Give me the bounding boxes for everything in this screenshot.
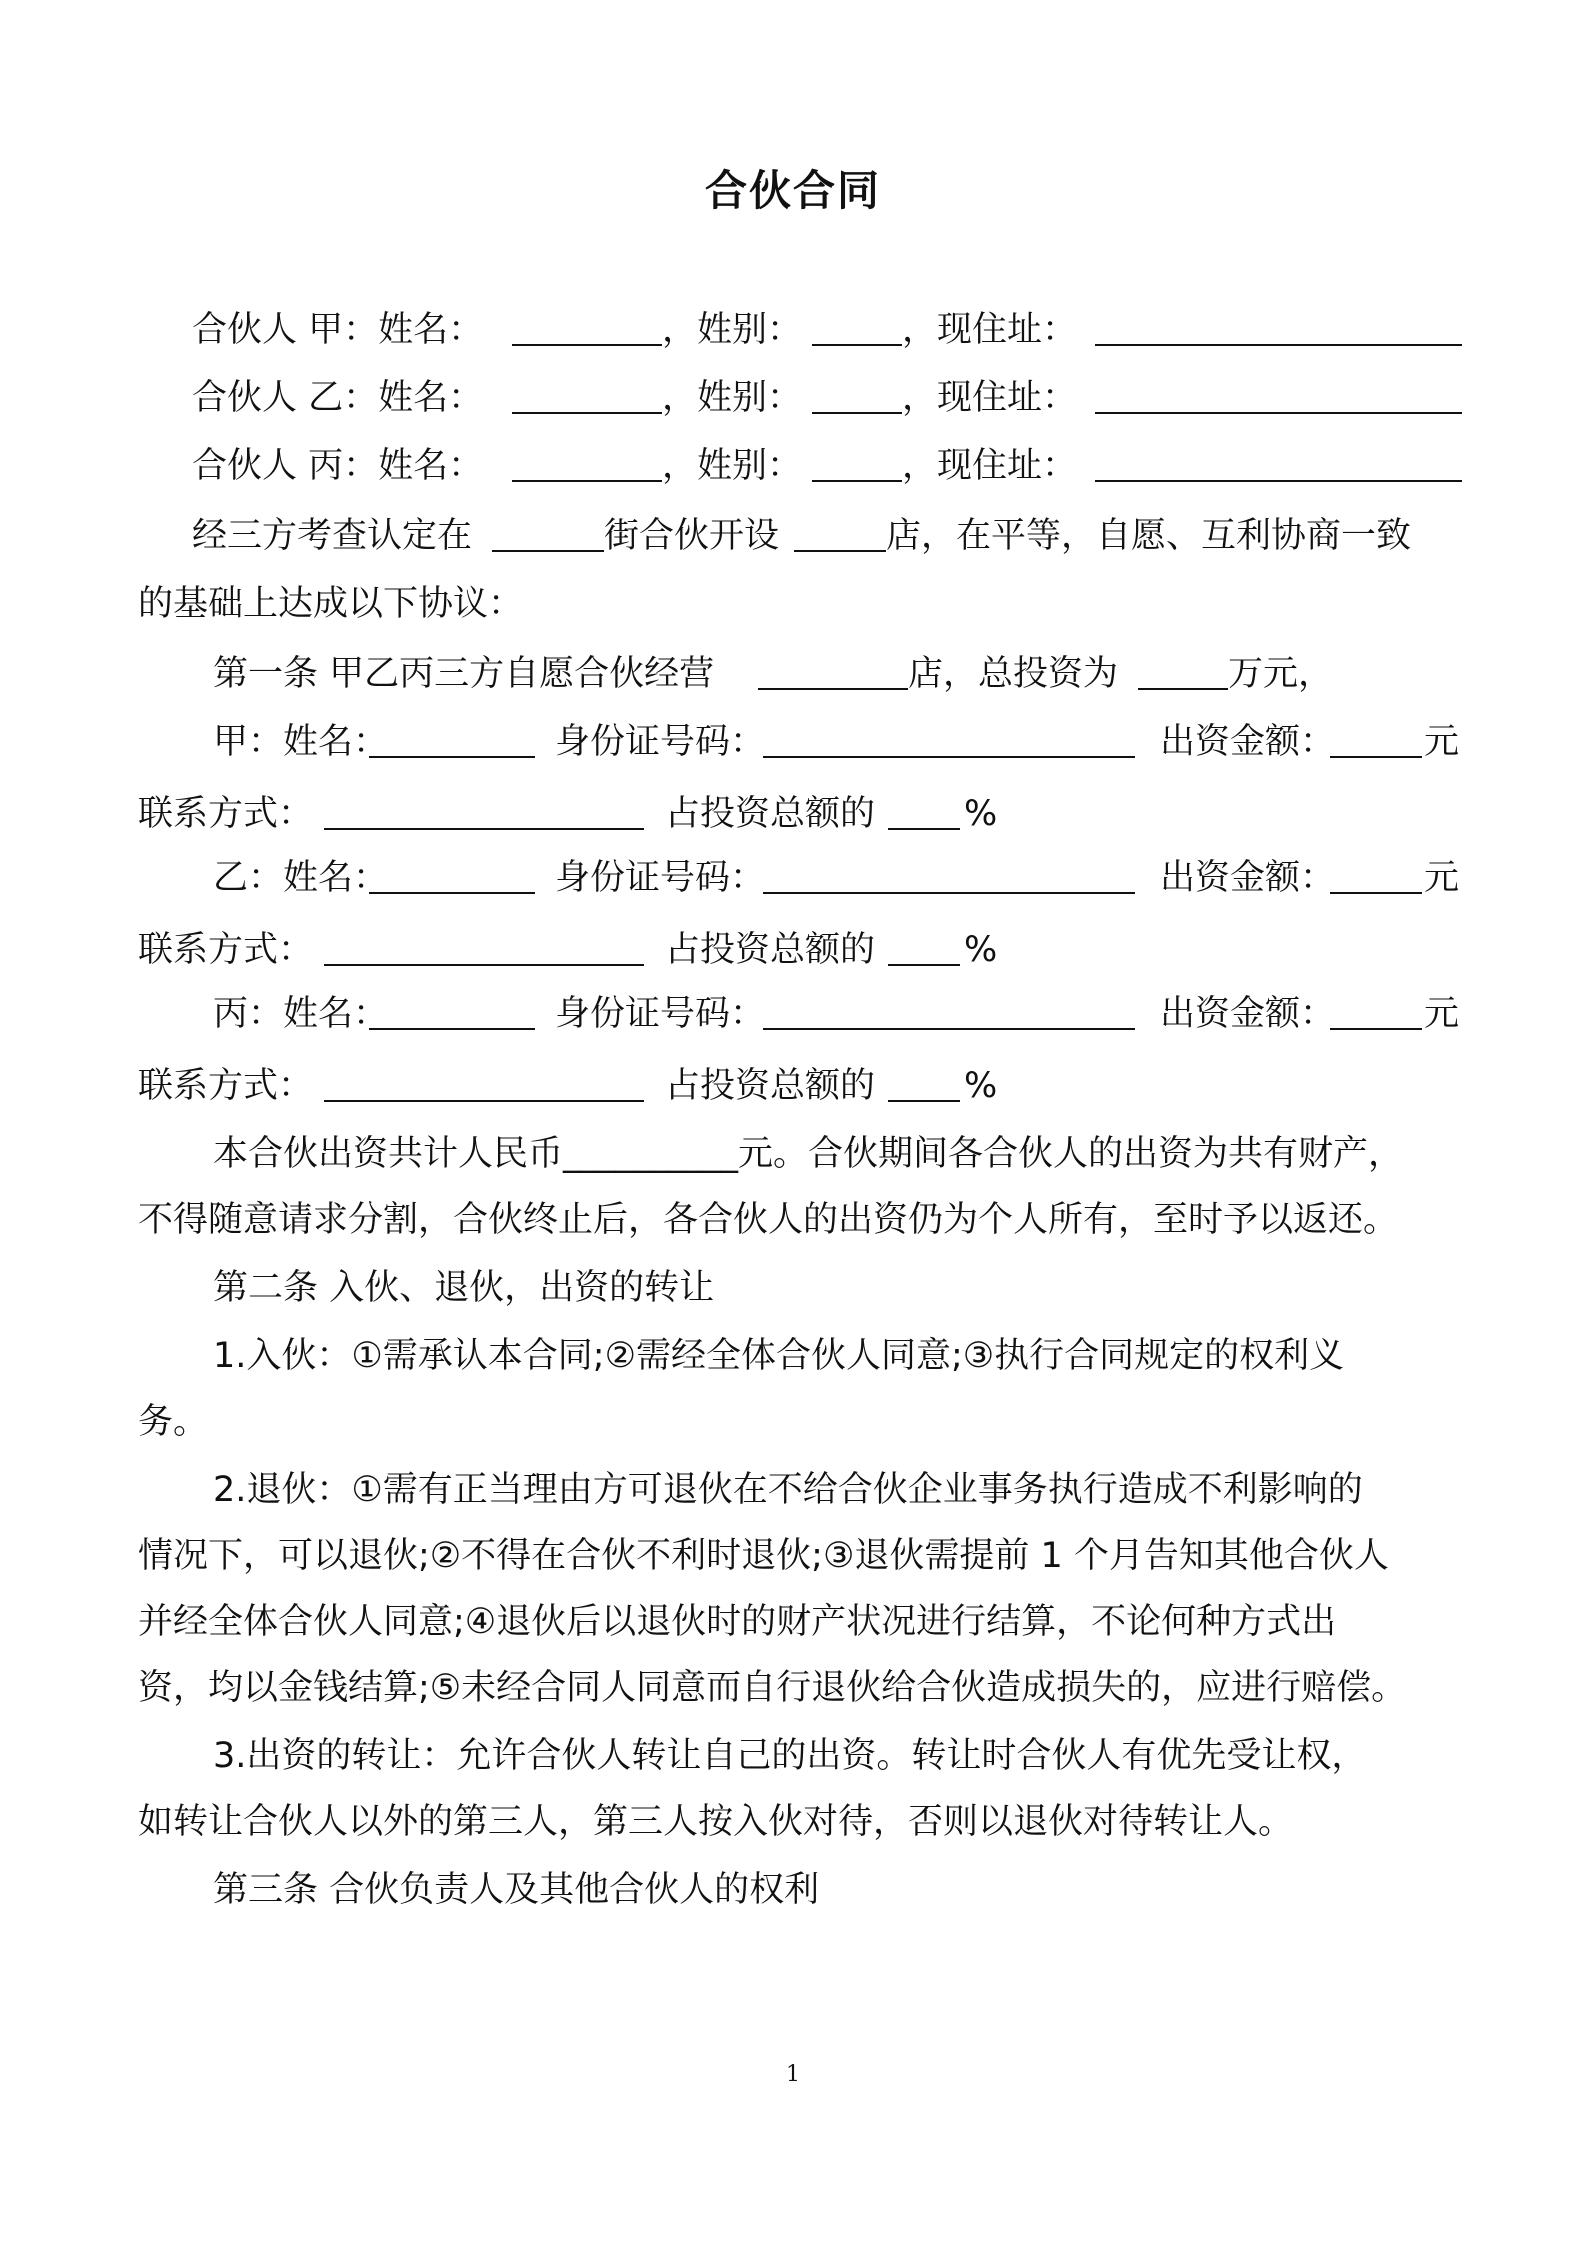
share-label: 占投资总额的: [665, 1066, 876, 1106]
intro-text-a: 经三方考查认定在: [192, 516, 473, 556]
gender-label: ，姓别：: [662, 446, 803, 486]
contact-blank: [324, 1064, 644, 1102]
article-1-text-b: 店，总投资为: [908, 654, 1119, 694]
amount-unit: 元: [1424, 994, 1460, 1034]
percent-sign: %: [964, 930, 998, 970]
address-blank: [1095, 376, 1462, 414]
id-number-label: 身份证号码：: [555, 722, 766, 762]
contact-blank: [324, 928, 644, 966]
address-blank: [1095, 308, 1462, 346]
withdraw-line-2: 情况下，可以退伙;②不得在合伙不利时退伙;③退伙需提前 1 个月告知其他合伙人: [138, 1536, 1389, 1576]
street-blank: [492, 514, 604, 552]
intro-text-c: 店，在平等，自愿、互利协商一致: [886, 516, 1412, 556]
id-number-blank: [763, 856, 1135, 894]
partner-label: 合伙人 乙：姓名：: [192, 378, 484, 418]
gender-blank: [812, 376, 902, 414]
withdraw-line-1: 2.退伙：①需有正当理由方可退伙在不给合伙企业事务执行造成不利影响的: [213, 1470, 1363, 1510]
join-line-1: 1.入伙：①需承认本合同;②需经全体合伙人同意;③执行合同规定的权利义: [213, 1336, 1345, 1376]
investor-name-blank: [369, 720, 535, 758]
shop-blank: [794, 514, 886, 552]
business-blank: [758, 652, 908, 690]
contact-line-b: [138, 928, 1038, 972]
amount-unit: 元: [1424, 858, 1460, 898]
partner-name-blank: [512, 444, 662, 482]
partner-line-a: [192, 308, 1462, 352]
gender-blank: [812, 444, 902, 482]
address-label: ，现住址：: [902, 310, 1078, 350]
investor-line-b: [213, 856, 1463, 900]
id-number-blank: [763, 992, 1135, 1030]
amount-label: 出资金额：: [1160, 722, 1336, 762]
contact-label: 联系方式：: [138, 1066, 314, 1106]
amount-blank: [1330, 992, 1422, 1030]
share-label: 占投资总额的: [665, 930, 876, 970]
investor-name-label: 丙：姓名：: [213, 994, 389, 1034]
share-blank: [888, 928, 960, 966]
article-1-line: [213, 652, 1334, 696]
transfer-line-1: 3.出资的转让：允许合伙人转让自己的出资。转让时合伙人有优先受让权，: [213, 1736, 1367, 1776]
partner-name-blank: [512, 376, 662, 414]
id-number-label: 身份证号码：: [555, 994, 766, 1034]
contact-line-a: [138, 792, 1038, 836]
investor-line-a: [213, 720, 1463, 764]
gender-label: ，姓别：: [662, 378, 803, 418]
partner-line-c: [192, 444, 1462, 488]
amount-blank: [1330, 720, 1422, 758]
investor-name-label: 甲：姓名：: [213, 722, 389, 762]
join-line-2: 务。: [138, 1402, 209, 1442]
partner-label: 合伙人 甲：姓名：: [192, 310, 484, 350]
address-blank: [1095, 444, 1462, 482]
percent-sign: %: [964, 1066, 998, 1106]
investor-name-blank: [369, 856, 535, 894]
withdraw-line-3: 并经全体合伙人同意;④退伙后以退伙时的财产状况进行结算，不论何种方式出: [138, 1602, 1337, 1642]
gender-label: ，姓别：: [662, 310, 803, 350]
total-line-1: 本合伙出资共计人民币__________元。合伙期间各合伙人的出资为共有财产，: [213, 1134, 1404, 1174]
partner-name-blank: [512, 308, 662, 346]
contact-blank: [324, 792, 644, 830]
investment-blank: [1138, 652, 1228, 690]
share-blank: [888, 1064, 960, 1102]
investor-name-label: 乙：姓名：: [213, 858, 389, 898]
page-number: 1: [786, 2062, 800, 2087]
intro-line-2: 的基础上达成以下协议：: [138, 584, 524, 624]
amount-label: 出资金额：: [1160, 858, 1336, 898]
article-3-heading: 第三条 合伙负责人及其他合伙人的权利: [213, 1870, 820, 1910]
withdraw-line-4: 资，均以金钱结算;⑤未经合同人同意而自行退伙给合伙造成损失的，应进行赔偿。: [138, 1668, 1407, 1708]
contact-label: 联系方式：: [138, 794, 314, 834]
intro-line: [192, 514, 1462, 558]
investor-name-blank: [369, 992, 535, 1030]
address-label: ，现住址：: [902, 378, 1078, 418]
transfer-line-2: 如转让合伙人以外的第三人，第三人按入伙对待，否则以退伙对待转让人。: [138, 1802, 1294, 1842]
partner-line-b: [192, 376, 1462, 420]
investor-line-c: [213, 992, 1463, 1036]
partner-label: 合伙人 丙：姓名：: [192, 446, 484, 486]
contact-line-c: [138, 1064, 1038, 1108]
gender-blank: [812, 308, 902, 346]
id-number-blank: [763, 720, 1135, 758]
amount-unit: 元: [1424, 722, 1460, 762]
address-label: ，现住址：: [902, 446, 1078, 486]
contact-label: 联系方式：: [138, 930, 314, 970]
document-title: 合伙合同: [704, 166, 881, 215]
share-label: 占投资总额的: [665, 794, 876, 834]
article-2-heading: 第二条 入伙、退伙，出资的转让: [213, 1268, 715, 1308]
amount-blank: [1330, 856, 1422, 894]
article-1-text-a: 第一条 甲乙丙三方自愿合伙经营: [213, 654, 715, 694]
percent-sign: %: [964, 794, 998, 834]
intro-text-b: 街合伙开设: [604, 516, 780, 556]
total-line-2: 不得随意请求分割，合伙终止后，各合伙人的出资仍为个人所有，至时予以返还。: [138, 1200, 1399, 1240]
share-blank: [888, 792, 960, 830]
article-1-text-c: 万元，: [1228, 654, 1334, 694]
id-number-label: 身份证号码：: [555, 858, 766, 898]
amount-label: 出资金额：: [1160, 994, 1336, 1034]
